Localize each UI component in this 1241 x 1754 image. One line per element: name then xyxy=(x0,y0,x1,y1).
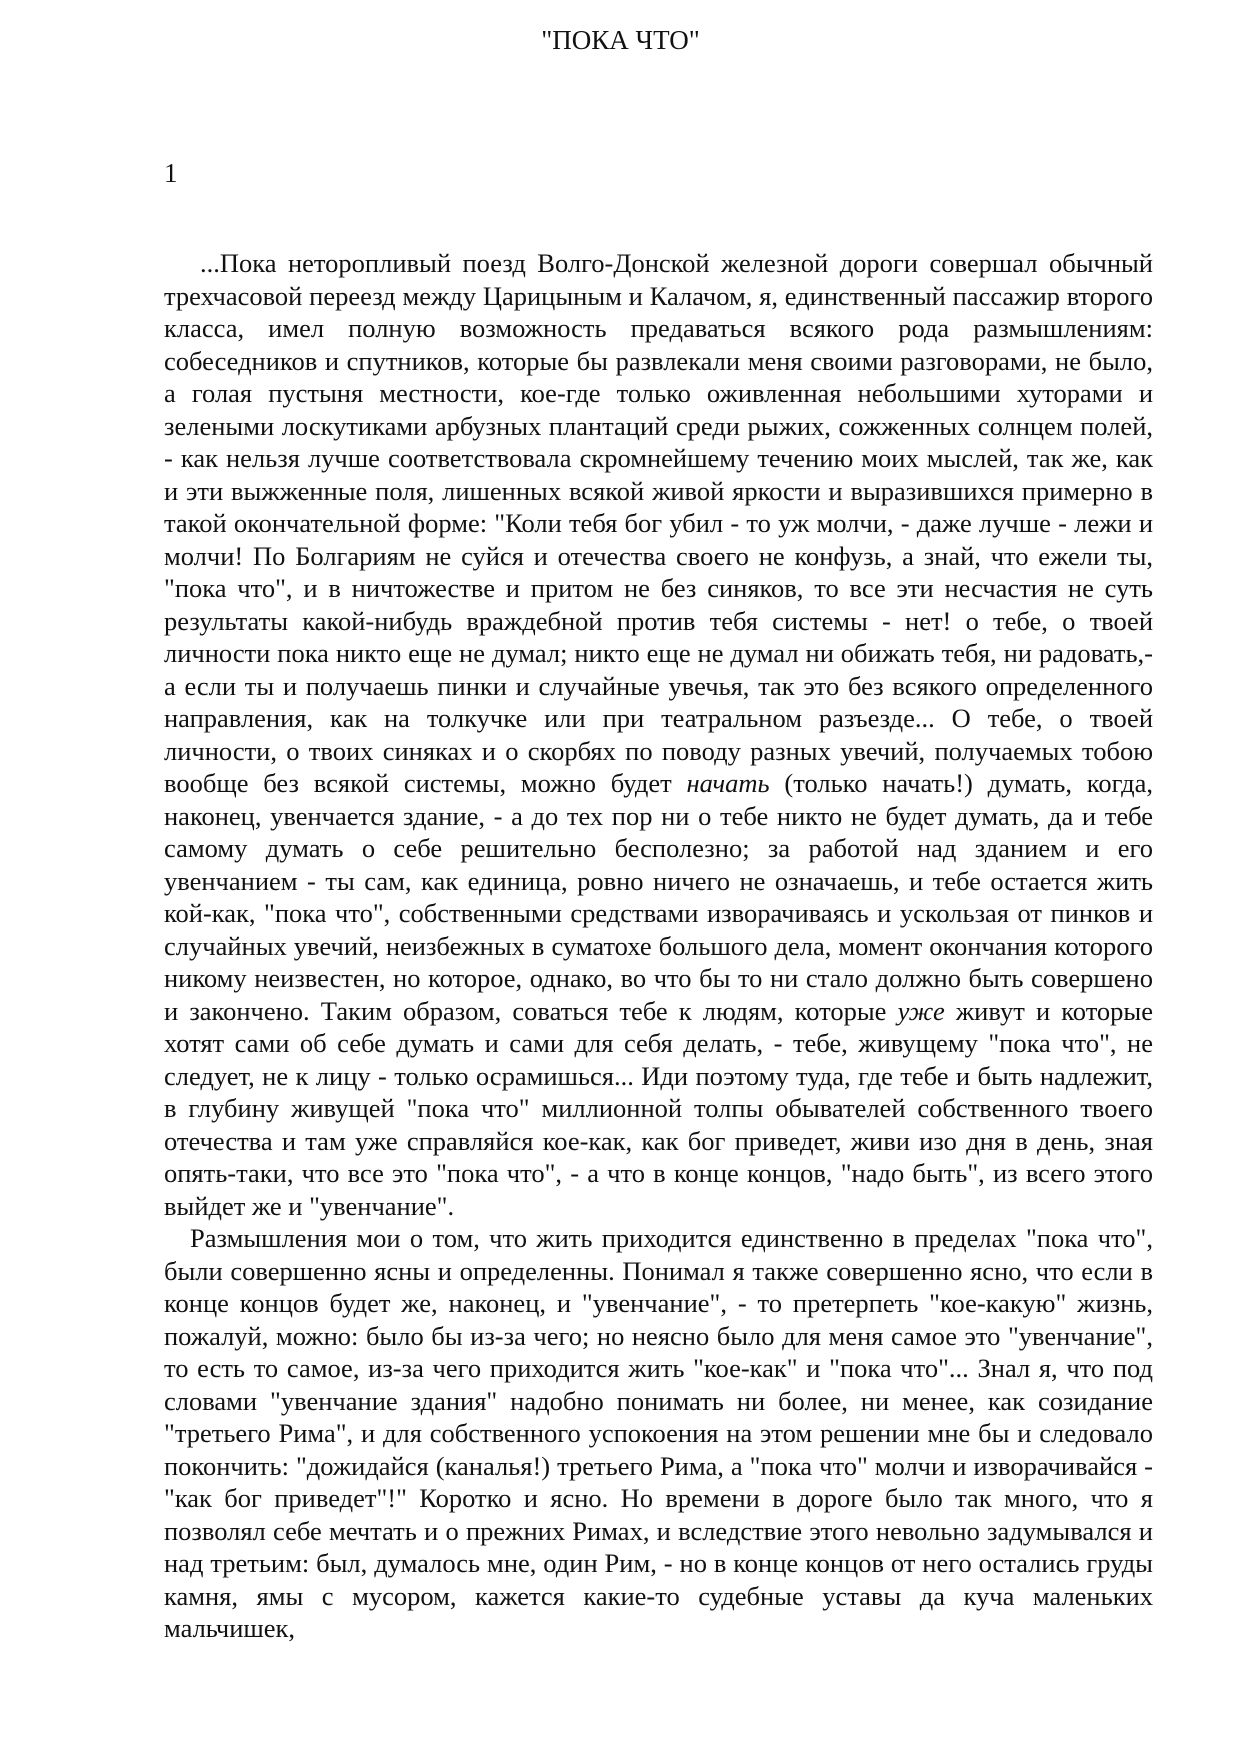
paragraph-2: Размышления мои о том, что жить приходится единственно в пределах "пока что", были совершенно ясны и определенны. Понимал я также совершенно ясно, что если в конце концов будет же, наконец, и "увенчание", - то претерпеть "кое-какую" жизнь, пожалуй, можно: было бы из-за чего; но неясно было для меня самое это "увенчание", то есть то самое, из-за чего приходится жить "кое-как" и "пока что"... Знал я, что под словами "увенчание здания" надобно понимать ни более, ни менее, как созидание "третьего Рима", и для собственного успокоения на этом решении мне бы и следовало покончить: "дожидайся (каналья!) третьего Рима, а "пока что" молчи и изворачивайся - "как бог приведет"!" Коротко и ясно. Но времени в дороге было так много, что я позволял себе мечтать и о прежних Римах, и вследствие этого невольно задумывался и над третьим: был, думалось мне, один Рим, - но в конце концов от него остались груды камня, ямы с мусором, кажется какие-то судебные уставы да куча маленьких мальчишек, xyxy=(164,1223,1153,1643)
paragraph-1-text-b: (только начать!) думать, когда, наконец, увенчается здание, - а до тех пор ни о тебе никто не будет думать, да и тебе самому думать о себе решительно бесполезно; за работой над зданием и его увенчанием - ты сам, как единица, ровно ничего не означаешь, и тебе остается жить кой-как, "пока что", собственными средствами изворачиваясь и ускользая от пинков и случайных увечий, неизбежных в суматохе большого дела, момент окончания которого никому неизвестен, но которое, однако, во что бы то ни стало должно быть совершено и закончено. Таким образом, соваться тебе к людям, которые xyxy=(164,768,1153,1026)
emphasis-nachat: начать xyxy=(686,768,770,798)
paragraph-1-text-c: живут и которые хотят сами об себе думать и сами для себя делать, - тебе, живущему "пока что", не следует, не к лицу - только осрамишься... Иди поэтому туда, где тебе и быть надлежит, в глубину живущей "пока что" миллионной толпы обывателей собственного твоего отечества и там уже справляйся кое-как, как бог приведет, живи изо дня в день, зная опять-таки, что все это "пока что", - а что в конце концов, "надо быть", из всего этого выйдет же и "увенчание". xyxy=(164,995,1153,1221)
body-text xyxy=(164,247,1153,1645)
paragraph-1-text-a: ...Пока неторопливый поезд Волго-Донской железной дороги совершал обычный трехчасовой переезд между Царицыным и Калачом, я, единственный пассажир второго класса, имел полную возможность предаваться всякого рода размышлениям: собеседников и спутников, которые бы развлекали меня своими разговорами, не было, а голая пустыня местности, кое-где только оживленная небольшими хуторами и зелеными лоскутиками арбузных плантаций среди рыжих, сожженных солнцем полей, - как нельзя лучше соответствовала скромнейшему течению моих мыслей, так же, как и эти выжженные поля, лишенных всякой живой яркости и выразившихся примерно в такой окончательной форме: "Коли тебя бог убил - то уж молчи, - даже лучше - лежи и молчи! По Болгариям не суйся и отечества своего не конфузь, а знай, что ежели ты, "пока что", и в ничтожестве и притом не без синяков, то все эти несчастия не суть результаты какой-нибудь враждебной против тебя системы - нет! о тебе, о твоей личности пока никто еще не думал; никто еще не думал ни обижать тебя, ни радовать,- а если ты и получаешь пинки и случайные увечья, так это без всякого определенного направления, как на толкучке или при театральном разъезде... О тебе, о твоей личности, о твоих синяках и о скорбях по поводу разных увечий, получаемых тобою вообще без всякой системы, можно будет xyxy=(164,248,1153,798)
emphasis-uzhe: уже xyxy=(897,995,945,1026)
chapter-number: 1 xyxy=(164,158,178,188)
document-title: "ПОКА ЧТО" xyxy=(541,25,700,55)
paragraph-1 xyxy=(164,247,1153,1222)
